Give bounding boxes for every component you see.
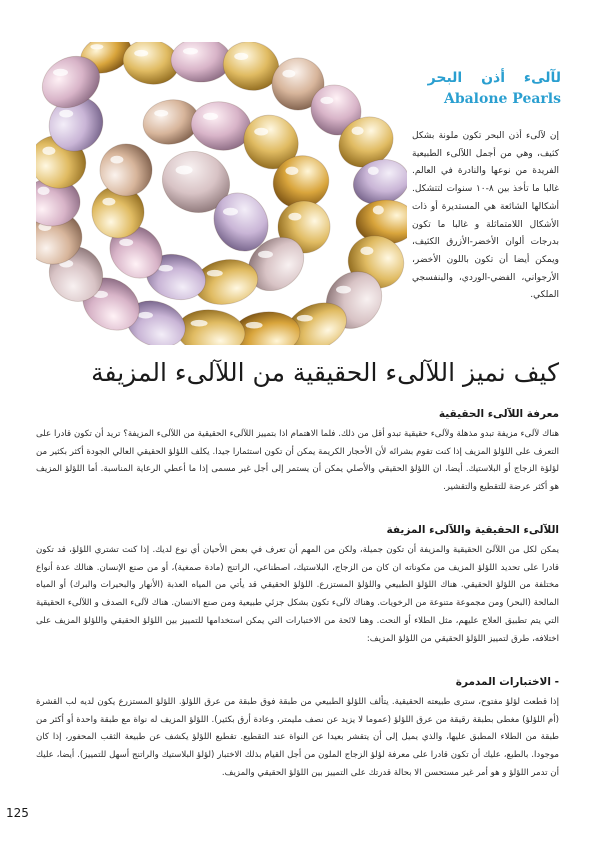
- page-number: 125: [6, 806, 29, 820]
- section-real-vs-fake: [36, 521, 559, 648]
- pearl-highlight: [59, 110, 73, 118]
- pearl-highlight: [134, 50, 148, 57]
- pearl-highlight: [285, 167, 298, 175]
- pearl-necklace-image: [36, 42, 407, 345]
- pearl-highlight: [138, 312, 153, 319]
- pearl-highlight: [119, 239, 133, 246]
- pearl-highlight: [102, 198, 115, 206]
- section-body: هناك لآلىء مزيفة تبدو مذهلة ولآلىء حقيقية تبدو أقل من ذلك. فلما الاهتمام اذا بتمييز اللآلىء الحقيقية من اللآلىء المزيفة؟ تريد أن تكون قادرا على التعرف على اللؤلؤ المزيف إذا كنت تقوم بشرائه لأن الأحجار الكريمة يمكن أن تكون استثمارا جيدا. يكلف اللؤلؤ الحقيقي العالي الجودة أكثر بكثير من لؤلؤة الزجاج أو البلاستيك. أيضا، ان اللؤلؤ الحقيقي والأصلي يمكن أن يستمر إلى أجل غير مسمى إذا ما أعطي الرعاية المناسبة. أما اللؤلؤ المزيف هو أكثر عرضة للتقطيع والتقشير.: [36, 429, 559, 493]
- pearl-highlight: [297, 315, 313, 322]
- pearl-highlight: [282, 70, 295, 78]
- pearl-highlight: [203, 113, 218, 120]
- article-title-arabic: لآلىء أذن البحر: [427, 70, 561, 86]
- pearl-highlight: [258, 251, 273, 258]
- pearl-highlight: [288, 213, 301, 221]
- pearl-highlight: [183, 48, 198, 55]
- pearl-highlight: [191, 320, 208, 327]
- section-body: إذا قطعت لؤلؤ مفتوح، سترى طبيعته الحقيقية. يتألف اللؤلؤ الطبيعي من طبقة فوق طبقة من عرق اللؤلؤ. اللؤلؤ المستزرع يكون لديه لب القشرة (أم اللؤلؤ) مغطى بطبقة رقيقة من عرق اللؤلؤ (عموما لا يزيد عن نصف مليمتر، وعادة أرق بكثير). اللؤلؤ المزيف له نواة مع طبقة واحدة أو أكثر من طبقة من الطلاء المطبق عليها، والذي يميل إلى أن يتقشر بعيدا عن النواة عند التقطيع. تقطيع اللؤلؤ يكشف عن طبيعة الثقب المحفور، إذا كان موجودا. بالطبع، عليك أن تكون قادرا على معرفة لؤلؤ الزجاج الملون من أجل القيام بذلك الاختبار (لؤلؤ البلاستيك والراتنج أسهل للتمييز). أيضا، عليك أن تدمر اللؤلؤ و هو أمر غير مستحسن الا بحالة قدرتك على التمييز بين اللؤلؤ الحقيقي والمزيف.: [36, 697, 559, 778]
- pearl-highlight: [42, 147, 55, 155]
- section-heading: معرفة اللآلىء الحقيقية: [438, 408, 559, 420]
- intro-paragraph: إن لآلىء أذن البحر تكون ملونة بشكل كثيف، وهي من أجمل اللآلىء الطبيعية الفريدة من نوعها والنادرة في العالم. غالبا ما تأخذ بين ٨-١٠ سنوات لتتشكل. أشكالها الشائعة هي المستديرة أو ذات الأشكال اللامتماثلة و غالبا ما تكون بدرجات ألوان الأخضر-الأزرق الكثيف، ويمكن أيضا أن تكون باللون الأخضر، الأرجواني، الفضي-الوردي، والبنفسجي الملكي.: [412, 131, 560, 301]
- pearl-highlight: [223, 208, 238, 216]
- pearl-highlight: [176, 166, 193, 175]
- pearl-highlight: [234, 53, 248, 60]
- pearl-highlight: [254, 128, 268, 136]
- pearl-highlight: [53, 69, 68, 76]
- pearl-highlight: [38, 187, 50, 195]
- pearl-highlight: [246, 322, 263, 329]
- pearl-highlight: [373, 206, 384, 215]
- pearl-highlight: [336, 286, 351, 294]
- pearl-highlight: [368, 167, 379, 175]
- pearl-highlight: [360, 247, 373, 255]
- pearl-highlight: [154, 110, 168, 117]
- pearl-highlight: [207, 270, 223, 277]
- section-destructive-tests: [36, 673, 559, 783]
- pearl-highlight: [352, 127, 364, 135]
- section-heading: اللآلىء الحقيقية واللآلىء المزيفة: [386, 524, 559, 536]
- section-real-pearls: [36, 405, 559, 497]
- section-body: يمكن لكل من اللآلئ الحقيقية والمزيفة أن تكون جميلة، ولكن من المهم أن تعرف في بعض الأحيان أي نوع لديك. إذا كنت تشتري اللؤلؤ، قد تكون قادرا على تحديد اللؤلؤ المزيف من مكوناته ان كان من الزجاج، البلاستيك، اصطناعي، الراتنج (مادة صمغية)، أو من صنع الإنسان. هنالك عدة أنواع مختلفة من اللؤلؤ الحقيقي. هناك اللؤلؤ الطبيعي واللؤلؤ المستزرع. اللؤلؤ الحقيقي قد يأتي من المياه العذبة (الأنهار والبحيرات والبرك) أو المياه المالحة (البحر) ومن مجموعة متنوعة من الرخويات. وهناك لآلىء تكون بشكل جزئي طبيعية ومن صنع الانسان. هناك لآلىء الصدف و اللآلىء الحقيقية التي يتم تطبيق العلاج عليهم، مثل الطلاء أو النحت. وهنا لائحة من الاختبارات التي يمكن استخدامها للتمييز بين اللؤلؤ الحقيقي واللؤلؤ المزيف على اختلافه، طرق لتمييز اللؤلؤ الحقيقي من اللؤلؤ المزيف:: [36, 545, 559, 644]
- pearl-bead: [171, 42, 231, 82]
- pearl-highlight: [90, 44, 103, 49]
- main-heading: كيف نميز اللآلىء الحقيقية من اللآلىء المزيفة: [91, 358, 559, 387]
- article-title-english: Abalone Pearls: [443, 91, 561, 107]
- pearl-highlight: [110, 156, 123, 164]
- pearl-highlight: [320, 97, 333, 104]
- section-heading: - الاختبارات المدمرة: [455, 676, 559, 688]
